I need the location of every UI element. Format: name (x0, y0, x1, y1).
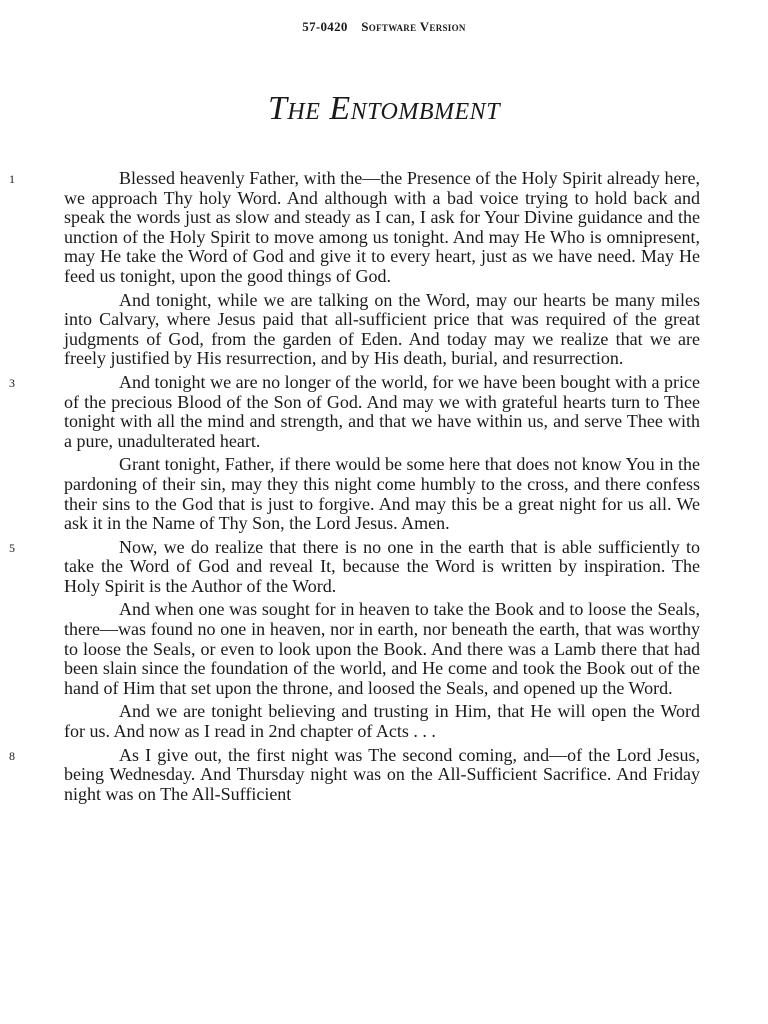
paragraph-text: As I give out, the first night was The second coming, and—of the Lord Jesus, being Wednesday. And Thursday night was on the All-Sufficient Sacrifice. And Friday night was on The All-Sufficient (64, 744, 700, 804)
paragraph-text: Blessed heavenly Father, with the—the Presence of the Holy Spirit already here, we approach Thy holy Word. And although with a bad voice trying to hold back and speak the words just as slow and steady as I can, I ask for Your Divine guidance and the unction of the Holy Spirit to move among us tonight. And may He Who is omnipresent, may He take the Word of God and give it to every heart, just as we have need. May He feed us tonight, upon the good things of God. (64, 168, 700, 286)
paragraph (64, 455, 700, 533)
paragraph-number: 1 (9, 172, 15, 186)
sermon-code: 57-0420 (302, 19, 348, 34)
paragraph-number: 3 (9, 375, 15, 390)
paragraph (9, 744, 700, 805)
running-header (0, 19, 768, 35)
sermon-title: The Entombment (267, 90, 501, 127)
paragraph-number: 8 (9, 748, 15, 763)
sermon-body (9, 168, 700, 808)
paragraph (64, 702, 700, 741)
paragraph (9, 168, 700, 287)
paragraph-text: And tonight we are no longer of the world, for we have been bought with a price of the precious Blood of the Son of God. And may we with grateful hearts turn to Thee tonight with all the mind and strength, and that we have within us, and serve Thee with a pure, unadulterated heart. (64, 371, 700, 451)
paragraph (64, 600, 700, 698)
paragraph-text: And when one was sought for in heaven to take the Book and to loose the Seals, there—was found no one in heaven, nor in earth, nor beneath the earth, that was worthy to loose the Seals, or even to look upon the Book. And there was a Lamb there that had been slain since the foundation of the world, and He come and took the Book out of the hand of Him that set upon the throne, and loosed the Seals, and opened up the Word. (64, 599, 700, 698)
paragraph-text: Now, we do realize that there is no one in the earth that is able sufficiently to take the Word of God and reveal It, because the Word is written by inspiration. The Holy Spirit is the Author of the Word. (64, 536, 700, 596)
paragraph (64, 291, 700, 369)
version-label: Software Version (361, 19, 466, 34)
paragraph-text: Grant tonight, Father, if there would be some here that does not know You in the pardoning of their sin, may they this night come humbly to the cross, and there confess their sins to the God that is just to forgive. And may this be a great night for us all. We ask it in the Name of Thy Son, the Lord Jesus. Amen. (64, 454, 700, 534)
paragraph-text: And tonight, while we are talking on the Word, may our hearts be many miles into Calvary, where Jesus paid that all-sufficient price that was required of the great judgments of God, from the garden of Eden. And today may we realize that we are freely justified by His resurrection, and by His death, burial, and resurrection. (64, 289, 700, 369)
paragraph (9, 536, 700, 597)
paragraph (9, 371, 700, 451)
paragraph-text: And we are tonight believing and trusting in Him, that He will open the Word for us. And now as I read in 2nd chapter of Acts . . . (64, 701, 700, 742)
paragraph-number: 5 (9, 540, 15, 555)
